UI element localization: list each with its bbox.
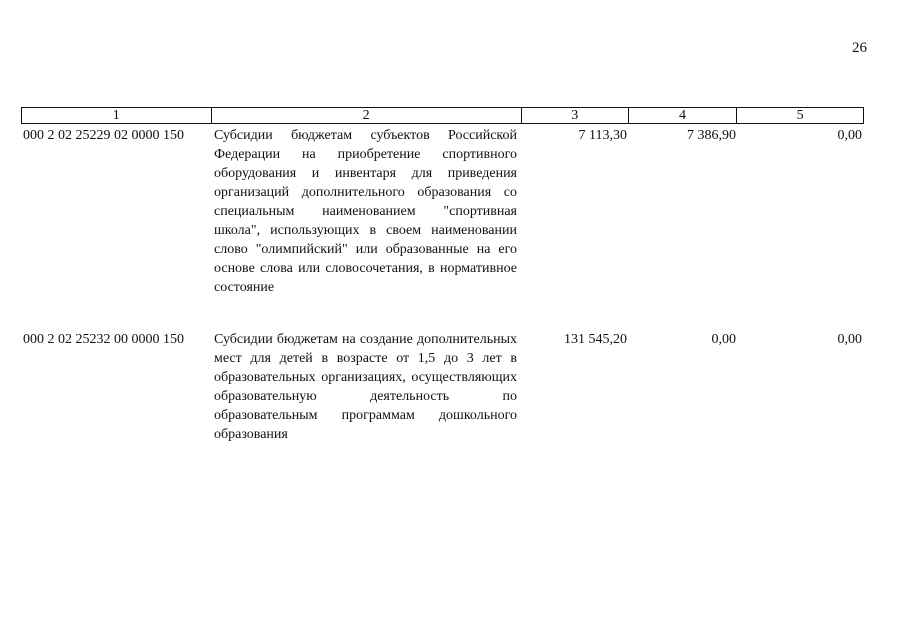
page-number: 26 (852, 40, 867, 56)
row-code: 000 2 02 25232 00 0000 150 (23, 332, 184, 347)
header-col-5: 5 (796, 108, 804, 123)
header-col-4: 4 (629, 108, 738, 123)
header-col-2: 2 (212, 108, 522, 123)
row-value-col3: 131 545,20 (564, 332, 627, 347)
row-value-col4: 7 386,90 (687, 128, 736, 143)
row-value-col3: 7 113,30 (578, 128, 627, 143)
table-header (21, 107, 864, 124)
row-value-col5: 0,00 (837, 332, 862, 347)
table-row (21, 330, 864, 444)
row-value-col4: 0,00 (711, 332, 736, 347)
row-code: 000 2 02 25229 02 0000 150 (23, 128, 184, 143)
header-col-1: 1 (22, 108, 212, 123)
row-description: Субсидии бюджетам субъектов Российской Федерации на приобретение спортивного оборудования и инвентаря для приведения организаций дополнительного образования со специальным наименованием "спортивная школа", использующих в своем наименовании слово "олимпийский" или образованные на его основе слова или словосочетания, в нормативное состояние (214, 128, 517, 295)
row-value-col5: 0,00 (837, 128, 862, 143)
row-description: Субсидии бюджетам на создание дополнительных мест для детей в возрасте от 1,5 до 3 лет в образовательных организациях, осуществляющих образовательную деятельность по образовательным программам дошкольного образования (214, 332, 517, 442)
table-row (21, 126, 864, 297)
header-col-3: 3 (522, 108, 629, 123)
